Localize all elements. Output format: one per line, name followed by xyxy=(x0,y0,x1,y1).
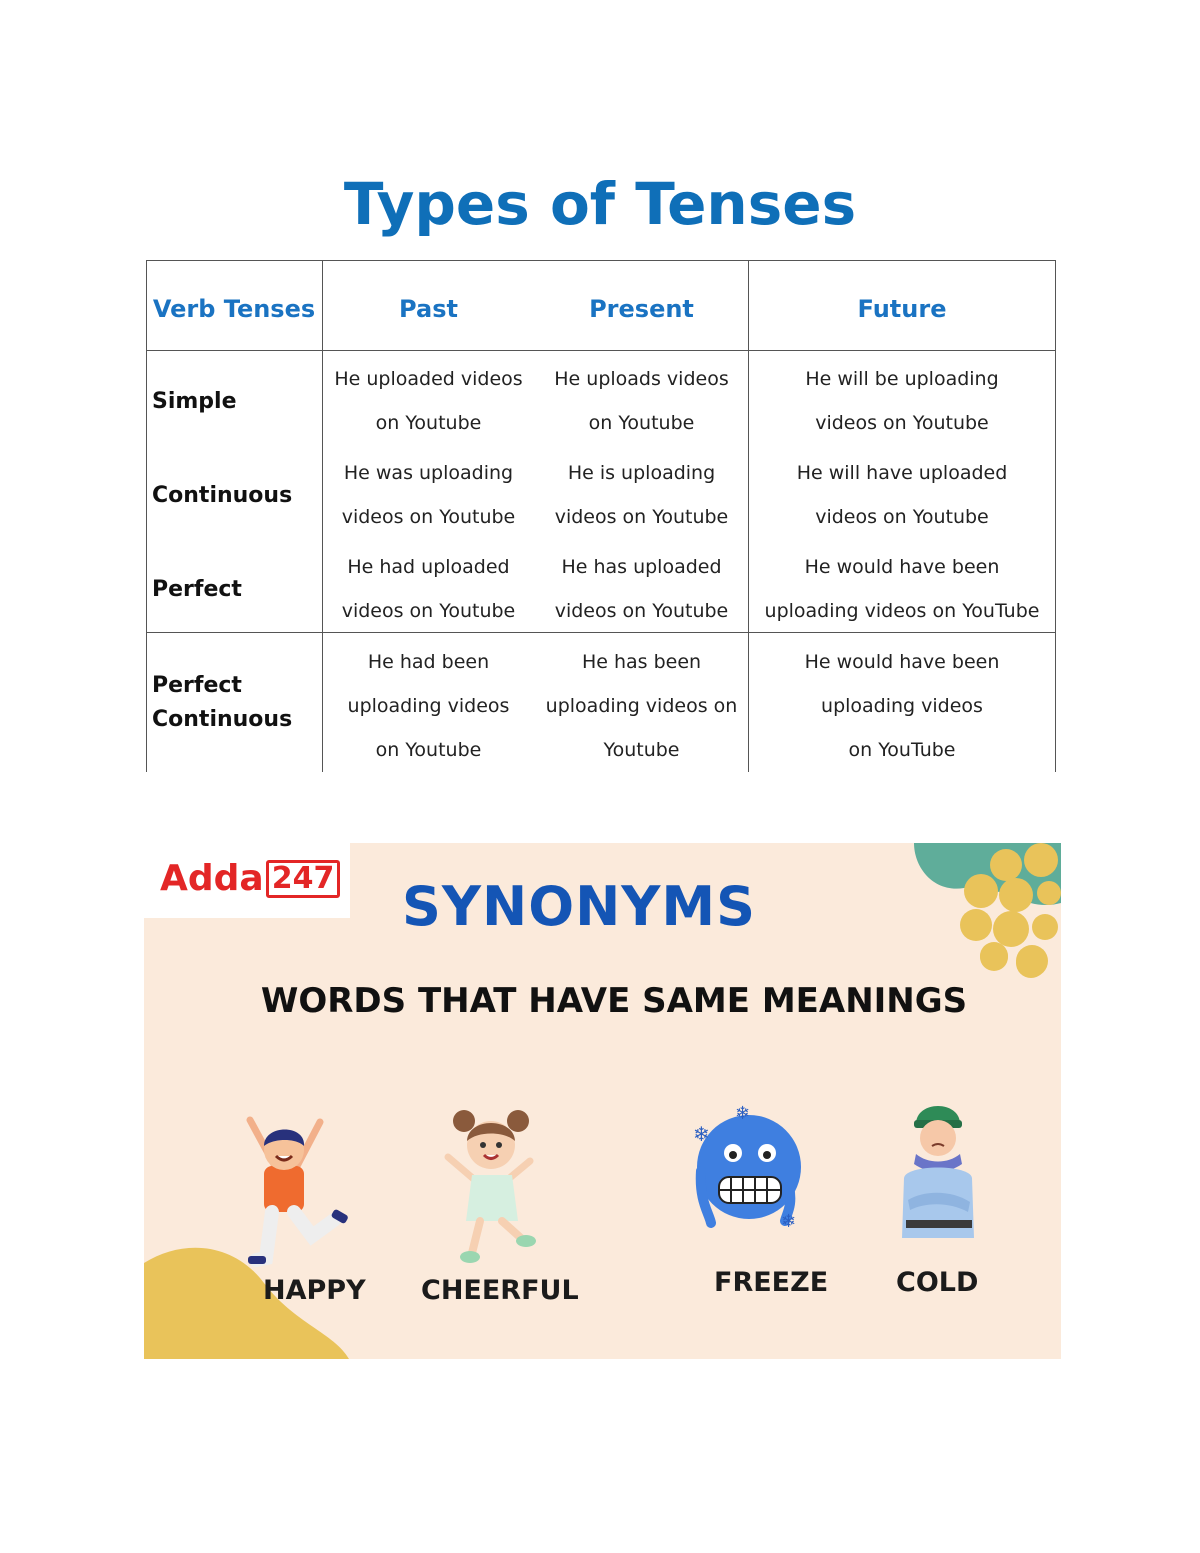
cell-line: videos on Youtube xyxy=(815,506,989,528)
cell-simple-present xyxy=(535,357,748,445)
cell-perfect-continuous-present xyxy=(535,640,748,772)
cell-line: uploading videos xyxy=(821,695,983,717)
cell-perfect-past xyxy=(322,545,535,633)
cell-perfect-present xyxy=(535,545,748,633)
svg-text:❄: ❄ xyxy=(735,1103,751,1124)
table-border-left xyxy=(146,260,147,772)
cell-line: videos on Youtube xyxy=(554,600,729,622)
logo-number: 247 xyxy=(266,860,341,898)
cell-line: He will be uploading xyxy=(805,368,999,390)
table-border-top xyxy=(146,260,1056,261)
word-cold: COLD xyxy=(896,1267,979,1298)
freeze-emoji-illustration xyxy=(689,1101,814,1231)
cell-line: on Youtube xyxy=(375,412,482,434)
cell-line: on Youtube xyxy=(588,412,695,434)
cell-perfect-future xyxy=(748,545,1056,633)
cell-perfect-continuous-past xyxy=(322,640,535,772)
cell-line: He will have uploaded xyxy=(796,462,1008,484)
logo-box xyxy=(144,843,350,918)
cell-line: uploading videos on YouTube xyxy=(764,600,1040,622)
cell-simple-past xyxy=(322,357,535,445)
row-label-perfect: Perfect xyxy=(152,577,242,602)
synonyms-banner xyxy=(144,843,1061,1359)
cell-continuous-present xyxy=(535,451,748,539)
cell-line: on YouTube xyxy=(848,739,956,761)
row-label-line: Perfect xyxy=(152,673,242,698)
cheerful-girl-illustration xyxy=(438,1105,548,1270)
cell-continuous-future xyxy=(748,451,1056,539)
cell-line: videos on Youtube xyxy=(554,506,729,528)
happy-kid-illustration xyxy=(234,1108,354,1268)
cell-line: videos on Youtube xyxy=(815,412,989,434)
cell-line: He had uploaded xyxy=(347,556,510,578)
cell-line: He has been xyxy=(581,651,702,673)
row-label-perfect-continuous xyxy=(152,669,292,737)
cell-line: on Youtube xyxy=(375,739,482,761)
cell-simple-future xyxy=(748,357,1056,445)
svg-text:❄: ❄ xyxy=(781,1211,797,1231)
cell-line: videos on Youtube xyxy=(341,506,516,528)
row-label-simple: Simple xyxy=(152,389,237,414)
header-verb-tenses: Verb Tenses xyxy=(152,295,316,323)
svg-text:❄: ❄ xyxy=(693,1122,710,1146)
tenses-table xyxy=(146,260,1056,772)
cell-line: He was uploading xyxy=(343,462,514,484)
word-freeze: FREEZE xyxy=(714,1267,829,1298)
cell-continuous-past xyxy=(322,451,535,539)
synonyms-subtitle: WORDS THAT HAVE SAME MEANINGS xyxy=(260,981,968,1021)
cell-line: videos on Youtube xyxy=(341,600,516,622)
cell-line: He would have been xyxy=(804,556,1000,578)
cell-line: He had been xyxy=(367,651,490,673)
page-title: Types of Tenses xyxy=(343,170,857,238)
synonyms-title: SYNONYMS xyxy=(402,875,757,938)
header-future: Future xyxy=(857,295,947,323)
cell-line: He would have been xyxy=(804,651,1000,673)
cell-line: He uploaded videos xyxy=(334,368,523,390)
word-happy: HAPPY xyxy=(263,1275,366,1306)
table-header-divider xyxy=(146,350,1056,351)
cell-perfect-continuous-future xyxy=(748,640,1056,772)
cell-line: uploading videos on xyxy=(545,695,738,717)
cell-line: He is uploading xyxy=(567,462,716,484)
cell-line: Youtube xyxy=(603,739,680,761)
header-past: Past xyxy=(399,295,458,323)
word-cheerful: CHEERFUL xyxy=(421,1275,579,1306)
cell-line: uploading videos xyxy=(347,695,510,717)
header-present: Present xyxy=(589,295,694,323)
logo-text: Adda xyxy=(160,858,264,899)
row-label-continuous: Continuous xyxy=(152,483,293,508)
cell-line: He uploads videos xyxy=(554,368,729,390)
adda247-logo xyxy=(160,859,340,899)
row-label-line: Continuous xyxy=(152,707,293,732)
cold-person-illustration xyxy=(888,1098,988,1243)
cell-line: He has uploaded xyxy=(561,556,722,578)
